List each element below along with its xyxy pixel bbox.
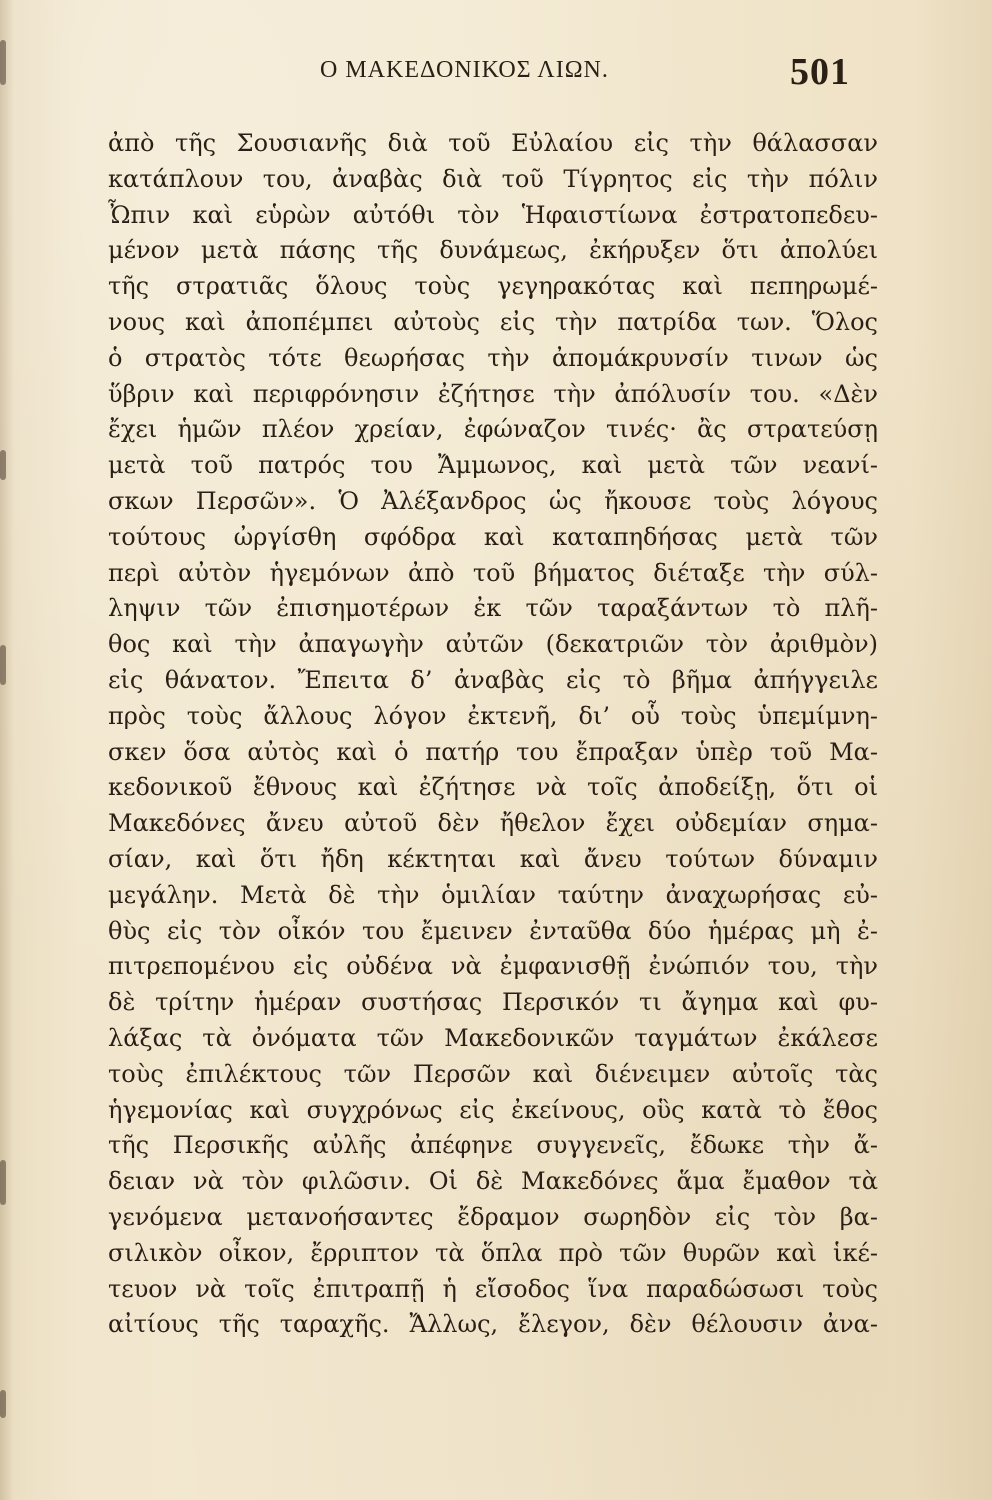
text-line: δειαν νὰ τὸν φιλῶσιν. Οἱ δὲ Μακεδόνες ἅμα ἔμαθον τὰ	[108, 1167, 878, 1196]
text-line: τῆς στρατιᾶς ὅλους τοὺς γεγηρακότας καὶ πεπηρωμέ-	[108, 272, 878, 301]
text-line: θος καὶ τὴν ἀπαγωγὴν αὐτῶν (δεκατριῶν τὸν ἀριθμὸν)	[108, 630, 878, 659]
text-line: σιλικὸν οἶκον, ἔρριπτον τὰ ὅπλα πρὸ τῶν θυρῶν καὶ ἱκέ-	[108, 1238, 878, 1267]
text-line: μετὰ τοῦ πατρός του Ἄμμωνος, καὶ μετὰ τῶν νεανί-	[108, 451, 878, 480]
body-text	[108, 126, 878, 1343]
text-line: μεγάλην. Μετὰ δὲ τὴν ὁμιλίαν ταύτην ἀναχωρήσας εὐ-	[108, 880, 878, 909]
text-line: περὶ αὐτὸν ἡγεμόνων ἀπὸ τοῦ βήματος διέταξε τὴν σύλ-	[108, 558, 878, 587]
binding-mark	[0, 645, 6, 685]
text-line: σκων Περσῶν». Ὁ Ἀλέξανδρος ὡς ἤκουσε τοὺς λόγους	[108, 486, 878, 515]
text-line: δὲ τρίτην ἡμέραν συστήσας Περσικόν τι ἄγημα καὶ φυ-	[108, 988, 878, 1017]
text-line: ἀπὸ τῆς Σουσιανῆς διὰ τοῦ Εὐλαίου εἰς τὴν θάλασσαν	[108, 129, 878, 157]
text-line: Ὦπιν καὶ εὑρὼν αὐτόθι τὸν Ἡφαιστίωνα ἐστρατοπεδευ-	[108, 200, 878, 229]
text-line: Μακεδόνες ἄνευ αὐτοῦ δὲν ἤθελον ἔχει οὐδεμίαν σημα-	[108, 809, 878, 838]
text-line: θὺς εἰς τὸν οἶκόν του ἔμεινεν ἐνταῦθα δύο ἡμέρας μὴ ἐ-	[108, 916, 878, 945]
text-line: αἰτίους τῆς ταραχῆς. Ἄλλως, ἔλεγον, δὲν θέλουσιν ἀνα-	[108, 1310, 878, 1339]
text-line: τούτους ὠργίσθη σφόδρα καὶ καταπηδήσας μετὰ τῶν	[108, 522, 878, 551]
binding-mark	[0, 450, 6, 480]
page-number: 501	[790, 51, 850, 93]
binding-mark	[0, 1160, 6, 1205]
text-line: ὕβριν καὶ περιφρόνησιν ἐζήτησε τὴν ἀπόλυσίν του. «Δὲν	[108, 379, 878, 408]
text-line: ληψιν τῶν ἐπισημοτέρων ἐκ τῶν ταραξάντων τὸ πλῆ-	[108, 594, 878, 623]
page-header	[300, 51, 860, 115]
text-line: τευον νὰ τοῖς ἐπιτραπῇ ἡ εἴσοδος ἵνα παραδώσωσι τοὺς	[108, 1274, 878, 1303]
text-line: κατάπλουν του, ἀναβὰς διὰ τοῦ Τίγρητος εἰς τὴν πόλιν	[108, 164, 878, 193]
text-line: τῆς Περσικῆς αὐλῆς ἀπέφηνε συγγενεῖς, ἔδωκε τὴν ἄ-	[108, 1131, 878, 1160]
binding-mark	[0, 40, 6, 85]
text-line: πιτρεπομένου εἰς οὐδένα νὰ ἐμφανισθῇ ἐνώπιόν του, τὴν	[108, 952, 878, 981]
text-line: κεδονικοῦ ἔθνους καὶ ἐζήτησε νὰ τοῖς ἀποδείξῃ, ὅτι οἱ	[108, 773, 878, 802]
text-line: σκεν ὅσα αὐτὸς καὶ ὁ πατήρ του ἔπραξαν ὑπὲρ τοῦ Μα-	[108, 737, 878, 766]
text-line: πρὸς τοὺς ἄλλους λόγον ἐκτενῆ, δι’ οὗ τοὺς ὑπεμίμνη-	[108, 701, 878, 730]
text-line: εἰς θάνατον. Ἔπειτα δ’ ἀναβὰς εἰς τὸ βῆμα ἀπήγγειλε	[108, 665, 878, 694]
text-line: νους καὶ ἀποπέμπει αὐτοὺς εἰς τὴν πατρίδα των. Ὅλος	[108, 307, 878, 336]
text-line: λάξας τὰ ὀνόματα τῶν Μακεδονικῶν ταγμάτων ἐκάλεσε	[108, 1023, 878, 1052]
text-line: τοὺς ἐπιλέκτους τῶν Περσῶν καὶ διένειμεν αὐτοῖς τὰς	[108, 1059, 878, 1088]
binding-mark	[0, 1390, 6, 1418]
text-line: ὁ στρατὸς τότε θεωρήσας τὴν ἀπομάκρυνσίν τινων ὡς	[108, 343, 878, 372]
running-head: Ο ΜΑΚΕΔΟΝΙΚΟΣ ΛΙΩΝ.	[320, 57, 609, 83]
text-line: σίαν, καὶ ὅτι ἤδη κέκτηται καὶ ἄνευ τούτων δύναμιν	[108, 844, 878, 873]
text-line: γενόμενα μετανοήσαντες ἔδραμον σωρηδὸν εἰς τὸν βα-	[108, 1202, 878, 1231]
text-line: μένον μετὰ πάσης τῆς δυνάμεως, ἐκήρυξεν ὅτι ἀπολύει	[108, 236, 878, 265]
text-line: ἡγεμονίας καὶ συγχρόνως εἰς ἐκείνους, οὓς κατὰ τὸ ἔθος	[108, 1095, 878, 1124]
text-line: ἔχει ἡμῶν πλέον χρείαν, ἐφώναζον τινές· ἂς στρατεύσῃ	[108, 415, 878, 444]
